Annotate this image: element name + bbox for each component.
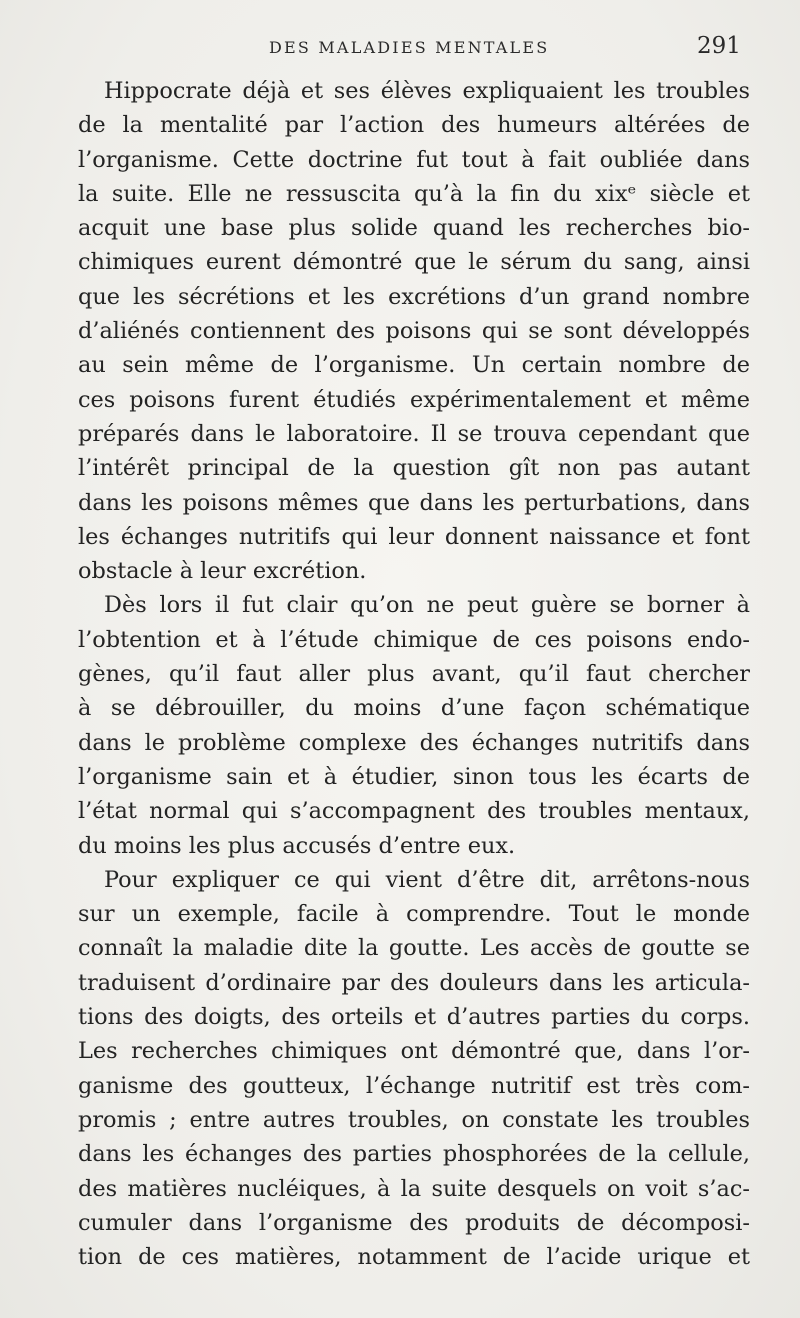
- text-line: tion de ces matières, notamment de l’acide urique et: [78, 1244, 750, 1271]
- text-line: ganisme des goutteux, l’échange nutritif est très com-: [78, 1072, 750, 1099]
- text-line: au sein même de l’organisme. Un certain nombre de: [78, 352, 750, 379]
- text-line: sur un exemple, facile à comprendre. Tout le monde: [78, 901, 750, 928]
- text-line: à se débrouiller, du moins d’une façon schématique: [78, 695, 750, 722]
- text-line: l’intérêt principal de la question gît non pas autant: [78, 455, 750, 482]
- text-line: préparés dans le laboratoire. Il se trouva cependant que: [78, 420, 750, 447]
- text-line: Les recherches chimiques ont démontré que, dans l’or-: [78, 1038, 750, 1065]
- text-line: dans les échanges des parties phosphorées de la cellule,: [78, 1141, 750, 1168]
- text-line: tions des doigts, des orteils et d’autres parties du corps.: [78, 1004, 750, 1031]
- paragraph: [78, 74, 750, 588]
- body-text: [78, 74, 750, 1274]
- text-line: promis ; entre autres troubles, on constate les troubles: [78, 1106, 750, 1133]
- text-line: cumuler dans l’organisme des produits de décomposi-: [78, 1209, 750, 1236]
- text-line: les échanges nutritifs qui leur donnent naissance et font: [78, 523, 750, 550]
- text-line: dans le problème complexe des échanges nutritifs dans: [78, 729, 750, 756]
- text-line: du moins les plus accusés d’entre eux.: [78, 832, 516, 859]
- text-line: traduisent d’ordinaire par des douleurs dans les articula-: [78, 969, 750, 996]
- running-head: DES MALADIES MENTALES: [269, 38, 550, 57]
- text-line: l’organisme. Cette doctrine fut tout à fait oubliée dans: [78, 146, 750, 173]
- text-line: Hippocrate déjà et ses élèves expliquaient les troubles: [104, 78, 750, 104]
- page-number: 291: [697, 33, 741, 59]
- text-line: gènes, qu’il faut aller plus avant, qu’il faut chercher: [78, 661, 750, 688]
- text-line: Dès lors il fut clair qu’on ne peut guère se borner à: [104, 592, 750, 619]
- paragraph: [78, 863, 750, 1275]
- text-line: connaît la maladie dite la goutte. Les accès de goutte se: [78, 935, 750, 962]
- text-line: l’état normal qui s’accompagnent des troubles mentaux,: [78, 798, 750, 825]
- text-line: l’organisme sain et à étudier, sinon tous les écarts de: [78, 763, 750, 790]
- text-line: dans les poisons mêmes que dans les perturbations, dans: [78, 489, 750, 516]
- text-line: des matières nucléiques, à la suite desquels on voit s’ac-: [78, 1175, 750, 1202]
- text-line: d’aliénés contiennent des poisons qui se sont développés: [78, 318, 750, 345]
- text-line: Pour expliquer ce qui vient d’être dit, arrêtons-nous: [104, 866, 750, 893]
- text-line: que les sécrétions et les excrétions d’un grand nombre: [78, 283, 750, 310]
- text-line: de la mentalité par l’action des humeurs altérées de: [78, 112, 750, 139]
- text-line: obstacle à leur excrétion.: [78, 558, 367, 585]
- text-line: acquit une base plus solide quand les recherches bio-: [78, 215, 750, 242]
- paragraph: [78, 588, 750, 862]
- text-line: chimiques eurent démontré que le sérum du sang, ainsi: [78, 249, 750, 276]
- text-line: ces poisons furent étudiés expérimentalement et même: [78, 386, 750, 413]
- text-line: l’obtention et à l’étude chimique de ces poisons endo-: [78, 626, 750, 653]
- text-line: la suite. Elle ne ressuscita qu’à la fin du xixᵉ siècle et: [78, 180, 750, 207]
